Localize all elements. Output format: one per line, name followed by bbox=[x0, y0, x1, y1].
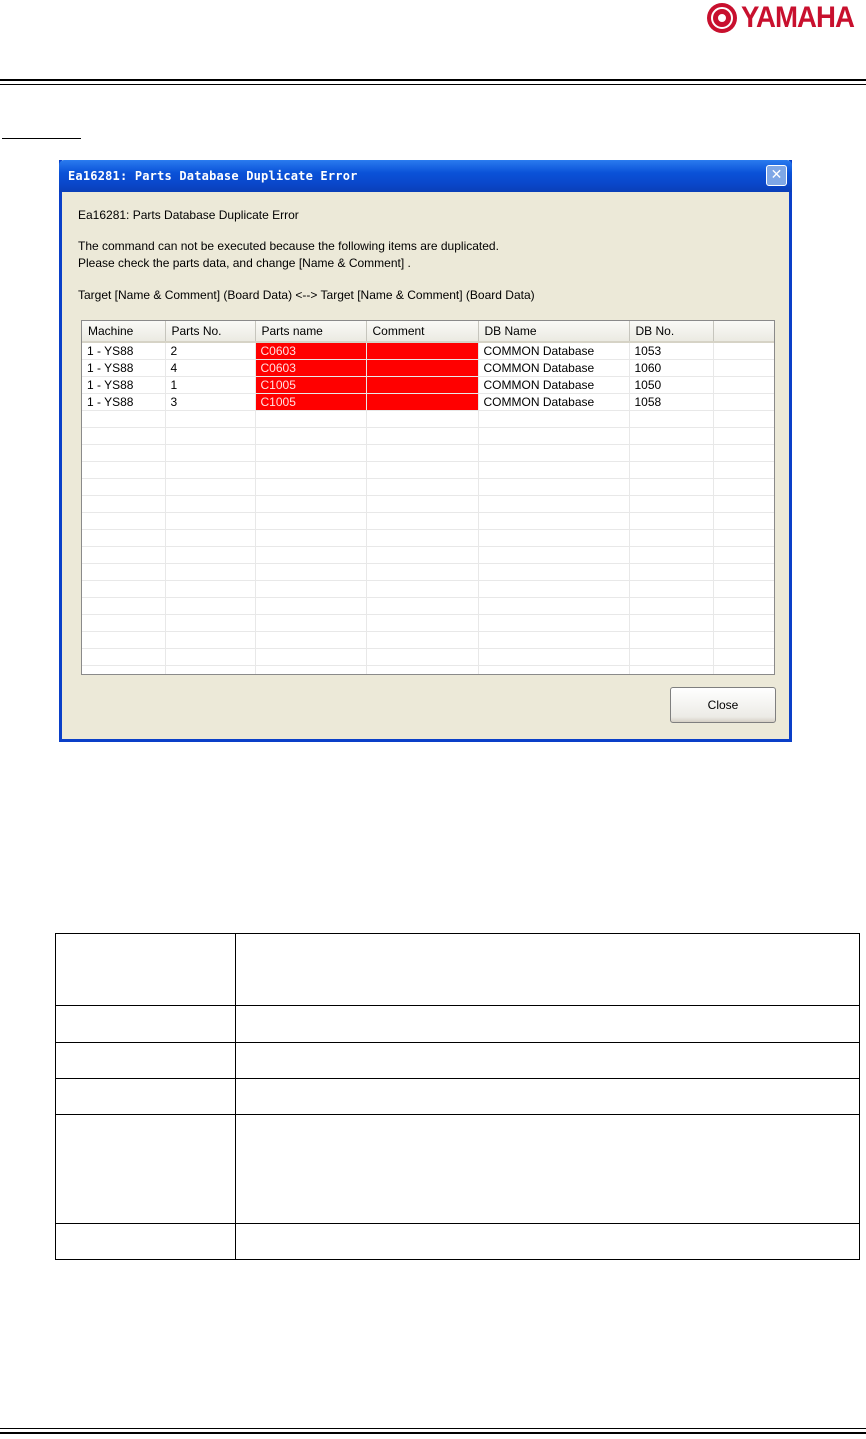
info-cell bbox=[56, 934, 236, 1006]
empty-cell bbox=[255, 564, 366, 581]
cell-parts-no: 2 bbox=[165, 342, 255, 360]
column-header-db-name[interactable]: DB Name bbox=[478, 321, 629, 342]
empty-cell bbox=[366, 479, 478, 496]
empty-cell bbox=[255, 615, 366, 632]
info-cell bbox=[236, 1043, 860, 1079]
empty-cell bbox=[713, 411, 775, 428]
empty-list-row bbox=[82, 513, 775, 530]
column-header-db-no[interactable]: DB No. bbox=[629, 321, 713, 342]
info-row bbox=[56, 1224, 860, 1260]
empty-cell bbox=[366, 649, 478, 666]
empty-cell bbox=[82, 496, 165, 513]
info-cell bbox=[236, 934, 860, 1006]
empty-cell bbox=[255, 513, 366, 530]
empty-cell bbox=[82, 649, 165, 666]
column-header-parts-name[interactable]: Parts name bbox=[255, 321, 366, 342]
empty-cell bbox=[713, 581, 775, 598]
empty-cell bbox=[478, 462, 629, 479]
table-row[interactable] bbox=[82, 377, 775, 394]
empty-cell bbox=[165, 479, 255, 496]
close-icon[interactable]: ✕ bbox=[766, 165, 787, 186]
table-row[interactable] bbox=[82, 360, 775, 377]
empty-cell bbox=[713, 666, 775, 676]
duplicate-error-dialog bbox=[59, 160, 792, 742]
empty-cell bbox=[713, 615, 775, 632]
empty-cell bbox=[478, 564, 629, 581]
cell-db-name: COMMON Database bbox=[478, 342, 629, 360]
empty-cell bbox=[366, 428, 478, 445]
empty-list-row bbox=[82, 445, 775, 462]
info-cell bbox=[56, 1043, 236, 1079]
empty-cell bbox=[165, 666, 255, 676]
empty-cell bbox=[366, 496, 478, 513]
empty-cell bbox=[629, 479, 713, 496]
cell-db-name: COMMON Database bbox=[478, 394, 629, 411]
empty-cell bbox=[478, 598, 629, 615]
cell-comment-duplicate bbox=[366, 394, 478, 411]
empty-cell bbox=[478, 445, 629, 462]
empty-cell bbox=[82, 513, 165, 530]
list-header-row bbox=[82, 321, 775, 342]
dialog-titlebar[interactable] bbox=[59, 160, 792, 192]
duplicate-parts-table bbox=[82, 321, 775, 675]
empty-cell bbox=[255, 411, 366, 428]
empty-cell bbox=[255, 666, 366, 676]
empty-cell bbox=[629, 615, 713, 632]
close-button[interactable]: Close bbox=[670, 687, 776, 723]
empty-cell bbox=[478, 411, 629, 428]
empty-cell bbox=[255, 428, 366, 445]
empty-list-row bbox=[82, 479, 775, 496]
target-description: Target [Name & Comment] (Board Data) <--> Target [Name & Comment] (Board Data) bbox=[78, 288, 535, 302]
empty-cell bbox=[713, 564, 775, 581]
empty-cell bbox=[82, 479, 165, 496]
empty-cell bbox=[255, 462, 366, 479]
empty-cell bbox=[165, 411, 255, 428]
empty-cell bbox=[629, 581, 713, 598]
empty-cell bbox=[713, 462, 775, 479]
cell-machine: 1 - YS88 bbox=[82, 377, 165, 394]
empty-cell bbox=[165, 649, 255, 666]
empty-cell bbox=[82, 666, 165, 676]
empty-cell bbox=[478, 496, 629, 513]
cell-parts-name-duplicate: C1005 bbox=[255, 394, 366, 411]
cell-filler bbox=[713, 394, 775, 411]
empty-cell bbox=[478, 615, 629, 632]
empty-cell bbox=[713, 479, 775, 496]
empty-cell bbox=[366, 598, 478, 615]
column-header-filler bbox=[713, 321, 775, 342]
cell-comment-duplicate bbox=[366, 360, 478, 377]
empty-cell bbox=[713, 530, 775, 547]
logo-text: YAMAHA bbox=[741, 1, 855, 34]
empty-cell bbox=[713, 632, 775, 649]
empty-cell bbox=[366, 615, 478, 632]
section-heading-underline bbox=[2, 138, 81, 139]
empty-cell bbox=[629, 445, 713, 462]
empty-cell bbox=[478, 530, 629, 547]
cell-parts-name-duplicate: C0603 bbox=[255, 360, 366, 377]
empty-cell bbox=[82, 462, 165, 479]
cell-db-name: COMMON Database bbox=[478, 360, 629, 377]
empty-cell bbox=[255, 598, 366, 615]
header-rule-thin bbox=[0, 84, 866, 85]
empty-cell bbox=[165, 445, 255, 462]
error-code-text: Ea16281: Parts Database Duplicate Error bbox=[78, 208, 299, 222]
info-cell bbox=[56, 1006, 236, 1043]
empty-cell bbox=[165, 547, 255, 564]
cell-comment-duplicate bbox=[366, 342, 478, 360]
empty-cell bbox=[82, 530, 165, 547]
cell-machine: 1 - YS88 bbox=[82, 342, 165, 360]
column-header-comment[interactable]: Comment bbox=[366, 321, 478, 342]
empty-cell bbox=[165, 632, 255, 649]
empty-list-row bbox=[82, 411, 775, 428]
info-row bbox=[56, 1043, 860, 1079]
empty-cell bbox=[255, 496, 366, 513]
empty-list-row bbox=[82, 581, 775, 598]
info-cell bbox=[236, 1115, 860, 1224]
empty-cell bbox=[366, 445, 478, 462]
cell-parts-name-duplicate: C1005 bbox=[255, 377, 366, 394]
empty-cell bbox=[255, 479, 366, 496]
empty-cell bbox=[713, 649, 775, 666]
cell-db-no: 1058 bbox=[629, 394, 713, 411]
empty-cell bbox=[629, 530, 713, 547]
empty-cell bbox=[713, 598, 775, 615]
cell-db-no: 1050 bbox=[629, 377, 713, 394]
empty-cell bbox=[255, 581, 366, 598]
empty-list-row bbox=[82, 496, 775, 513]
cell-db-name: COMMON Database bbox=[478, 377, 629, 394]
empty-cell bbox=[366, 581, 478, 598]
cell-machine: 1 - YS88 bbox=[82, 360, 165, 377]
empty-cell bbox=[366, 530, 478, 547]
empty-cell bbox=[366, 462, 478, 479]
cell-filler bbox=[713, 342, 775, 360]
empty-cell bbox=[82, 445, 165, 462]
empty-cell bbox=[255, 530, 366, 547]
empty-cell bbox=[713, 496, 775, 513]
duplicate-parts-list[interactable] bbox=[81, 320, 775, 675]
table-row[interactable] bbox=[82, 394, 775, 411]
empty-cell bbox=[82, 598, 165, 615]
empty-cell bbox=[255, 445, 366, 462]
empty-cell bbox=[478, 547, 629, 564]
cell-machine: 1 - YS88 bbox=[82, 394, 165, 411]
empty-cell bbox=[478, 632, 629, 649]
empty-cell bbox=[478, 479, 629, 496]
empty-cell bbox=[165, 615, 255, 632]
empty-cell bbox=[713, 513, 775, 530]
info-row bbox=[56, 1079, 860, 1115]
empty-list-row bbox=[82, 615, 775, 632]
empty-cell bbox=[82, 411, 165, 428]
empty-list-row bbox=[82, 462, 775, 479]
empty-cell bbox=[629, 513, 713, 530]
info-row bbox=[56, 1006, 860, 1043]
info-cell bbox=[236, 1079, 860, 1115]
empty-cell bbox=[629, 598, 713, 615]
empty-cell bbox=[165, 598, 255, 615]
info-cell bbox=[56, 1115, 236, 1224]
empty-list-row bbox=[82, 649, 775, 666]
cell-parts-no: 4 bbox=[165, 360, 255, 377]
empty-cell bbox=[629, 411, 713, 428]
empty-cell bbox=[629, 462, 713, 479]
empty-cell bbox=[478, 581, 629, 598]
empty-list-row bbox=[82, 428, 775, 445]
empty-list-row bbox=[82, 564, 775, 581]
empty-cell bbox=[713, 428, 775, 445]
empty-cell bbox=[82, 615, 165, 632]
cell-db-no: 1053 bbox=[629, 342, 713, 360]
empty-cell bbox=[165, 530, 255, 547]
empty-list-row bbox=[82, 547, 775, 564]
empty-cell bbox=[713, 547, 775, 564]
empty-cell bbox=[165, 513, 255, 530]
cell-parts-name-duplicate: C0603 bbox=[255, 342, 366, 360]
cell-filler bbox=[713, 377, 775, 394]
empty-cell bbox=[82, 581, 165, 598]
tuning-fork-logo-icon bbox=[707, 3, 737, 33]
empty-cell bbox=[366, 547, 478, 564]
empty-list-row bbox=[82, 598, 775, 615]
empty-cell bbox=[255, 632, 366, 649]
empty-list-row bbox=[82, 666, 775, 676]
empty-cell bbox=[366, 632, 478, 649]
empty-cell bbox=[478, 428, 629, 445]
cell-parts-no: 1 bbox=[165, 377, 255, 394]
cell-filler bbox=[713, 360, 775, 377]
cell-db-no: 1060 bbox=[629, 360, 713, 377]
empty-cell bbox=[165, 581, 255, 598]
empty-cell bbox=[82, 547, 165, 564]
column-header-machine[interactable]: Machine bbox=[82, 321, 165, 342]
dialog-title: Ea16281: Parts Database Duplicate Error bbox=[68, 169, 358, 183]
table-row[interactable] bbox=[82, 342, 775, 360]
column-header-parts-no[interactable]: Parts No. bbox=[165, 321, 255, 342]
empty-cell bbox=[165, 564, 255, 581]
info-cell bbox=[236, 1006, 860, 1043]
info-cell bbox=[236, 1224, 860, 1260]
footer-rule-thin bbox=[0, 1428, 866, 1429]
empty-cell bbox=[255, 649, 366, 666]
info-table bbox=[55, 933, 860, 1260]
info-cell bbox=[56, 1079, 236, 1115]
cell-parts-no: 3 bbox=[165, 394, 255, 411]
empty-cell bbox=[629, 666, 713, 676]
empty-cell bbox=[82, 632, 165, 649]
empty-cell bbox=[629, 496, 713, 513]
empty-cell bbox=[82, 428, 165, 445]
empty-cell bbox=[629, 564, 713, 581]
empty-cell bbox=[366, 513, 478, 530]
empty-cell bbox=[165, 462, 255, 479]
empty-cell bbox=[366, 666, 478, 676]
empty-cell bbox=[629, 649, 713, 666]
info-row bbox=[56, 934, 860, 1006]
footer-rule bbox=[0, 1432, 866, 1434]
empty-list-row bbox=[82, 632, 775, 649]
empty-cell bbox=[478, 513, 629, 530]
empty-cell bbox=[713, 445, 775, 462]
cell-comment-duplicate bbox=[366, 377, 478, 394]
empty-cell bbox=[366, 411, 478, 428]
error-message-line2: Please check the parts data, and change [Name & Comment] . bbox=[78, 256, 411, 270]
empty-cell bbox=[366, 564, 478, 581]
header-rule bbox=[0, 79, 866, 81]
empty-cell bbox=[629, 547, 713, 564]
info-row bbox=[56, 1115, 860, 1224]
empty-cell bbox=[478, 649, 629, 666]
empty-cell bbox=[478, 666, 629, 676]
empty-list-row bbox=[82, 530, 775, 547]
empty-cell bbox=[629, 632, 713, 649]
info-cell bbox=[56, 1224, 236, 1260]
empty-cell bbox=[165, 428, 255, 445]
error-message-line1: The command can not be executed because the following items are duplicated. bbox=[78, 239, 499, 253]
empty-cell bbox=[165, 496, 255, 513]
empty-cell bbox=[82, 564, 165, 581]
empty-cell bbox=[255, 547, 366, 564]
yamaha-logo bbox=[707, 2, 864, 34]
empty-cell bbox=[629, 428, 713, 445]
